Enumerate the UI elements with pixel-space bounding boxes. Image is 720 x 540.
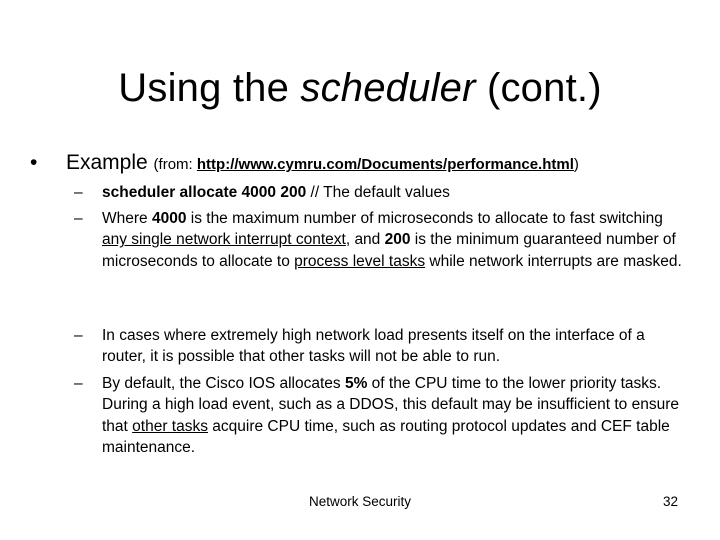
source-suffix: ) [573, 156, 579, 173]
bullet-example [30, 150, 710, 178]
sub-item-command [74, 182, 684, 203]
source-link[interactable]: http://www.cymru.com/Documents/performance.html [196, 156, 574, 173]
value-200: 200 [384, 231, 411, 249]
footer-title: Network Security [308, 494, 412, 509]
underlined-phrase: any single network interrupt context [102, 231, 346, 249]
text-span: while network interrupts are masked. [425, 252, 682, 270]
dash-icon: – [74, 210, 83, 227]
text-span: of the CPU time to the lower priority tasks. During a high load event, such as a DDOS, this default may be insufficient to ensure that [102, 375, 679, 435]
title-emphasis: scheduler [300, 66, 476, 110]
title-suffix: (cont.) [475, 66, 602, 110]
slide-title [0, 62, 720, 114]
value-4000: 4000 [151, 210, 187, 227]
text-span: By default, the Cisco IOS allocates [102, 375, 345, 392]
bullet-label: Example [66, 151, 148, 174]
text-span: acquire CPU time, such as routing protocol updates and CEF table maintenance. [102, 417, 670, 456]
text-span: Where [102, 210, 152, 227]
bullet-dot-icon: • [30, 151, 38, 174]
text-span: , and [345, 231, 385, 249]
sub-item-high-load [74, 325, 684, 368]
dash-icon: – [74, 327, 83, 344]
source-prefix: (from: [153, 156, 197, 173]
percent-value: 5% [344, 375, 368, 392]
sub-item-text: In cases where extremely high network load presents itself on the interface of a router, it is possible that other tasks will not be able to run. [102, 327, 645, 366]
sub-item-explanation [74, 208, 684, 272]
page-number: 32 [662, 494, 678, 509]
underlined-phrase: process level tasks [294, 252, 426, 270]
dash-icon: – [74, 184, 83, 201]
command-comment: // The default values [306, 184, 450, 201]
text-span: is the minimum guaranteed number of microseconds to allocate to [102, 231, 676, 270]
title-prefix: Using the [118, 66, 301, 110]
dash-icon: – [74, 375, 83, 392]
text-span: is the maximum number of microseconds to allocate to fast switching [186, 210, 663, 227]
sub-item-default [74, 373, 684, 458]
underlined-phrase: other tasks [132, 417, 208, 435]
command-text: scheduler allocate 4000 200 [102, 184, 307, 201]
source-note [154, 156, 579, 173]
